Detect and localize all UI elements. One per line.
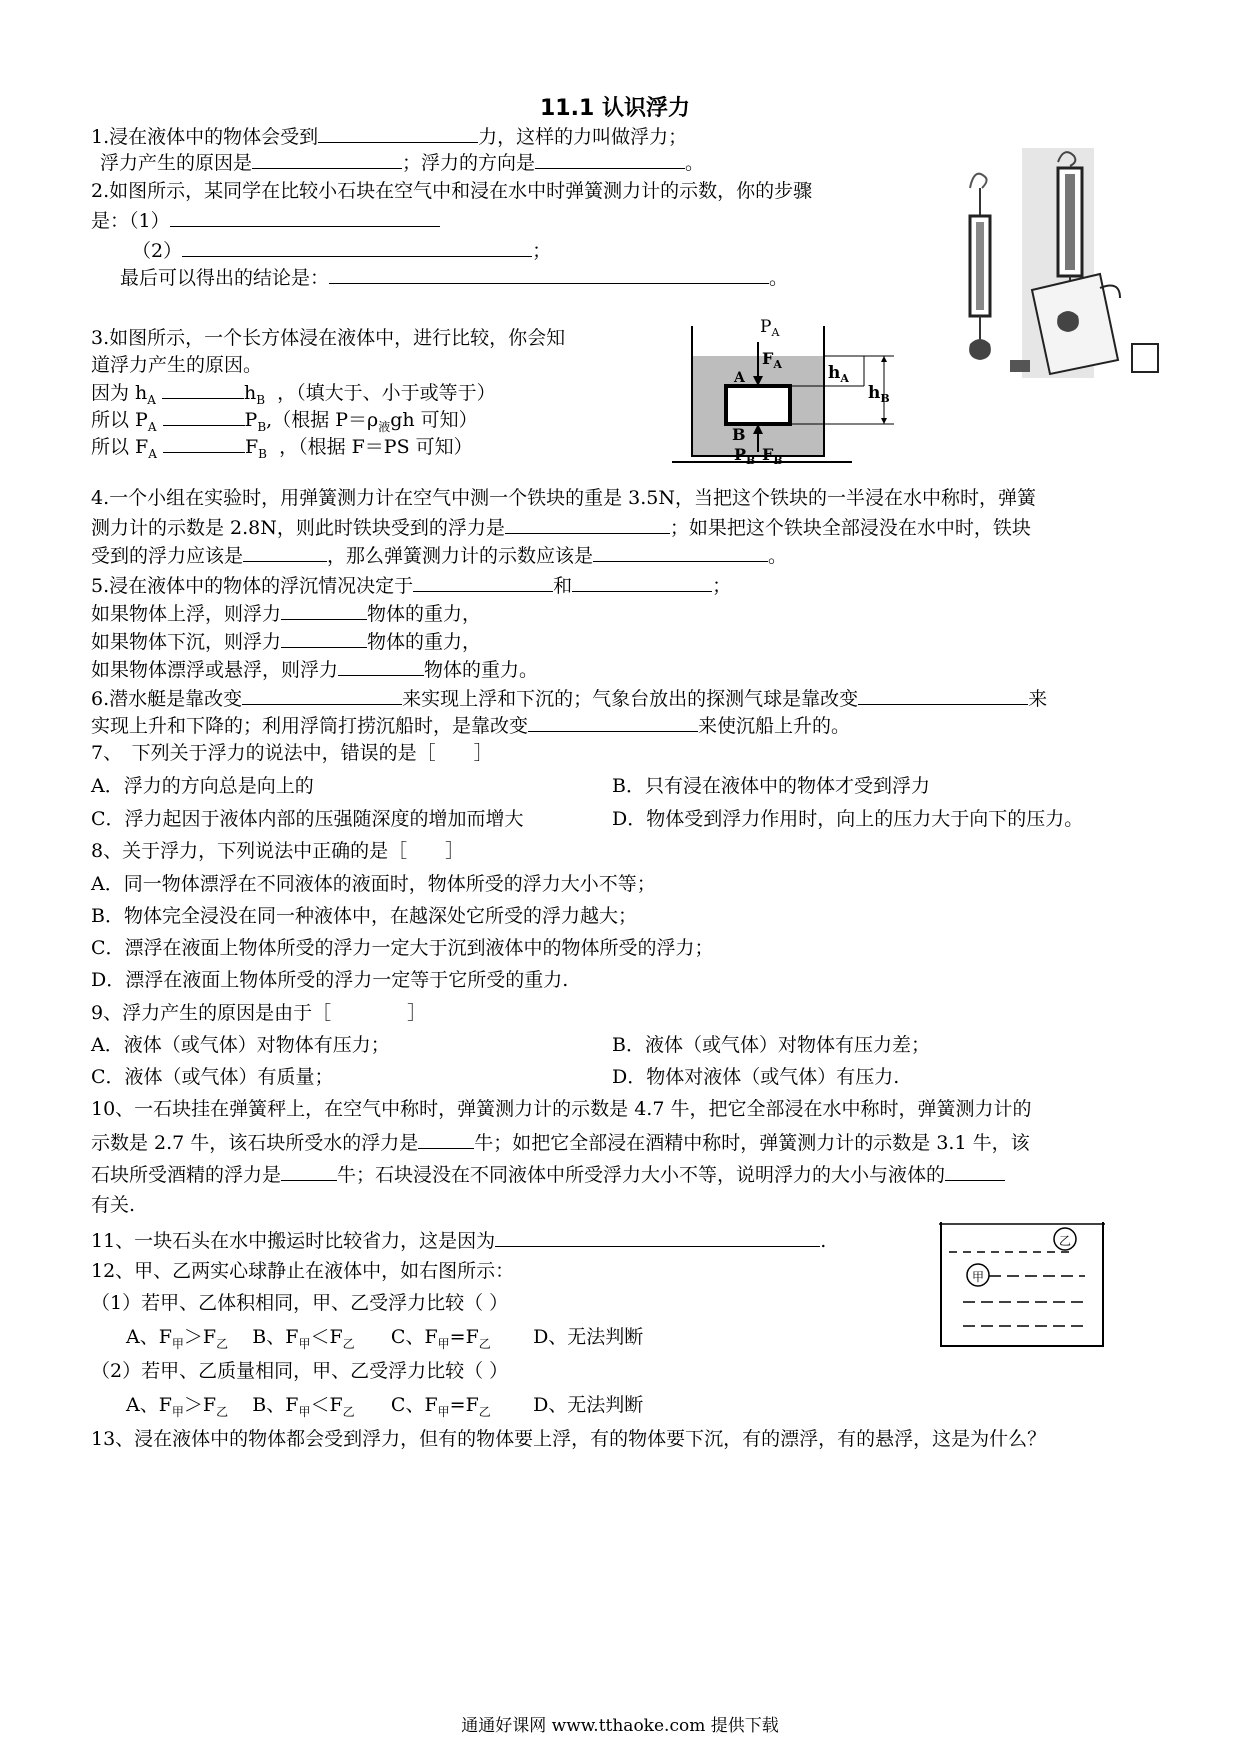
cuboid — [726, 386, 790, 424]
answer-blank[interactable] — [418, 1130, 474, 1149]
q3-line2: 道浮力产生的原因。 — [91, 354, 263, 376]
q3-text: F — [244, 436, 259, 458]
q3-text: ，（根据 F＝PS 可知） — [279, 436, 473, 458]
q5-text: 物体的重力。 — [424, 659, 539, 681]
answer-blank[interactable] — [281, 629, 367, 648]
q12-stem: 12、甲、乙两实心球静止在液体中，如右图所示： — [91, 1260, 515, 1282]
q3-sub: 液 — [378, 419, 391, 434]
answer-blank[interactable] — [281, 601, 367, 620]
q7-option-c[interactable]: C．浮力起因于液体内部的压强随深度的增加而增大 — [91, 808, 524, 830]
q1-line2 — [100, 150, 704, 174]
answer-blank[interactable] — [528, 713, 698, 732]
q3-text: P — [244, 409, 258, 431]
q3-text: gh 可知） — [390, 409, 478, 431]
label-pa: $P_A$ — [760, 317, 780, 339]
q6-text: 来 — [1028, 688, 1048, 710]
q9-option-d[interactable]: D．物体对液体（或气体）有压力. — [612, 1066, 900, 1088]
page-title: 11.1 认识浮力 — [540, 96, 690, 121]
q10-text: 石块所受酒精的浮力是 — [91, 1164, 282, 1186]
q3-sub: A — [147, 419, 157, 434]
q12-1-option-b[interactable]: B、$F_甲<F_乙$ — [252, 1326, 355, 1351]
answer-blank[interactable] — [242, 686, 402, 705]
buoyancy-diagram — [662, 312, 912, 474]
q3-sub: B — [257, 419, 267, 434]
q6-line2 — [91, 713, 850, 737]
q1-text: 浮力产生的原因是 — [100, 152, 253, 174]
q1-text: 力，这样的力叫做浮力； — [478, 126, 688, 148]
spring-scale-figure — [940, 148, 1240, 378]
q11-line — [91, 1228, 826, 1252]
q2-text: （2） — [132, 240, 183, 262]
q3-text: 所以 F — [91, 436, 149, 458]
answer-blank[interactable] — [182, 238, 532, 257]
q5-text: 如果物体下沉，则浮力 — [91, 631, 282, 653]
q5-text: ； — [712, 575, 732, 597]
q2-text: ； — [532, 240, 552, 262]
q4-line2 — [91, 515, 1031, 539]
q3-line5 — [91, 434, 473, 465]
q6-text: 来使沉船上升的。 — [698, 715, 851, 737]
q11-text: 11、一块石头在水中搬运时比较省力，这是因为 — [91, 1230, 496, 1252]
q8-option-a[interactable]: A．同一物体漂浮在不同液体的液面时，物体所受的浮力大小不等； — [91, 873, 656, 895]
q5-text: 物体的重力， — [367, 603, 482, 625]
q3-text: ，（填大于、小于或等于） — [277, 382, 496, 404]
q2-text: 最后可以得出的结论是： — [120, 267, 330, 289]
q7-stem: 7、 下列关于浮力的说法中，错误的是［ ］ — [91, 742, 493, 764]
q5-line4 — [91, 657, 538, 681]
answer-blank[interactable] — [945, 1162, 1005, 1181]
answer-blank[interactable] — [593, 543, 768, 562]
q12-2-option-a[interactable]: A、$F_甲>F_乙$ — [126, 1394, 229, 1419]
answer-blank[interactable] — [329, 265, 769, 284]
label-ha: $h_A$ — [828, 363, 849, 385]
answer-blank[interactable] — [858, 686, 1028, 705]
q6-line1 — [91, 686, 1047, 710]
q1-text: 1.浸在液体中的物体会受到 — [91, 126, 319, 148]
q3-text: ,（根据 P＝ρ — [266, 409, 379, 431]
q7-option-d[interactable]: D．物体受到浮力作用时，向上的压力大于向下的压力。 — [612, 808, 1084, 830]
q5-line1 — [91, 573, 731, 597]
q10-text: 牛；如把它全部浸在酒精中称时，弹簧测力计的示数是 3.1 牛，该 — [474, 1132, 1030, 1154]
q1-line1 — [91, 124, 687, 148]
q5-text: 物体的重力， — [367, 631, 482, 653]
q4-text: ，那么弹簧测力计的示数应该是 — [327, 545, 594, 567]
answer-blank[interactable] — [505, 515, 670, 534]
q12-sub2: （2）若甲、乙质量相同，甲、乙受浮力比较（ ） — [91, 1360, 509, 1382]
q5-text: 如果物体漂浮或悬浮，则浮力 — [91, 659, 339, 681]
q3-sub: B — [258, 446, 267, 461]
page-footer: 通通好课网 www.tthaoke.com 提供下载 — [461, 1716, 779, 1736]
q9-option-c[interactable]: C．液体（或气体）有质量； — [91, 1066, 334, 1088]
q2-line1: 2.如图所示，某同学在比较小石块在空气中和浸在水中时弹簧测力计的示数，你的步骤 — [91, 180, 813, 202]
q8-option-b[interactable]: B．物体完全浸没在同一种液体中，在越深处它所受的浮力越大； — [91, 905, 637, 927]
q3-text: h — [244, 382, 257, 404]
answer-blank[interactable] — [243, 543, 327, 562]
two-balls-figure — [935, 1222, 1115, 1352]
label-pb: $P_B$ — [734, 445, 756, 467]
q1-text: ；浮力的方向是 — [402, 152, 536, 174]
q5-line3 — [91, 629, 481, 653]
answer-blank[interactable] — [163, 434, 245, 453]
q3-sub: A — [147, 392, 156, 407]
answer-blank[interactable] — [252, 150, 402, 169]
q10-line3 — [91, 1162, 1005, 1186]
q12-sub1-options — [126, 1326, 643, 1355]
q5-text: 5.浸在液体中的物体的浮沉情况决定于 — [91, 575, 414, 597]
answer-blank[interactable] — [318, 124, 478, 143]
answer-blank[interactable] — [413, 573, 553, 592]
q3-sub: B — [256, 392, 266, 407]
q4-text: 。 — [768, 545, 788, 567]
label-fb: $F_B$ — [762, 445, 783, 467]
container — [941, 1222, 1103, 1346]
q10-line1: 10、一石块挂在弹簧秤上，在空气中称时，弹簧测力计的示数是 4.7 牛，把它全部浸在水中称时，弹簧测力计的 — [91, 1098, 1032, 1120]
q6-text: 来实现上浮和下沉的；气象台放出的探测气球是靠改变 — [402, 688, 859, 710]
q4-text: ；如果把这个铁块全部浸没在水中时，铁块 — [669, 517, 1031, 539]
answer-blank[interactable] — [163, 407, 245, 426]
q5-text: 和 — [553, 575, 573, 597]
q10-line2 — [91, 1130, 1030, 1154]
q11-text: . — [820, 1230, 827, 1252]
q4-text: 受到的浮力应该是 — [91, 545, 244, 567]
q12-1-option-c[interactable]: C、$F_甲=F_乙$ — [390, 1326, 491, 1351]
q4-line1: 4.一个小组在实验时，用弹簧测力计在空气中测一个铁块的重是 3.5N，当把这个铁块的一半浸在水中称时，弹簧 — [91, 487, 1037, 509]
answer-blank[interactable] — [162, 380, 244, 399]
q10-line4: 有关. — [91, 1194, 136, 1216]
q8-option-c[interactable]: C．漂浮在液面上物体所受的浮力一定大于沉到液体中的物体所受的浮力； — [91, 937, 714, 959]
q9-stem: 9、浮力产生的原因是由于［ ］ — [91, 1002, 427, 1024]
q10-text: 示数是 2.7 牛，该石块所受水的浮力是 — [91, 1132, 419, 1154]
q3-sub: A — [148, 446, 157, 461]
q9-option-b[interactable]: B．液体（或气体）对物体有压力差； — [612, 1034, 930, 1056]
q3-line1: 3.如图所示，一个长方体浸在液体中，进行比较，你会知 — [91, 327, 566, 349]
q6-text: 实现上升和下降的；利用浮筒打捞沉船时，是靠改变 — [91, 715, 529, 737]
q2-line3 — [132, 238, 551, 262]
q8-option-d[interactable]: D．漂浮在液面上物体所受的浮力一定等于它所受的重力. — [91, 969, 569, 991]
ball-jia-label: 甲 — [972, 1270, 985, 1284]
q12-2-option-d[interactable]: D、无法判断 — [533, 1394, 644, 1416]
q2-text: 。 — [769, 267, 789, 289]
q13-line: 13、浸在液体中的物体都会受到浮力，但有的物体要上浮，有的物体要下沉，有的漂浮，有的悬浮，这是为什么？ — [91, 1428, 1047, 1450]
label-b: B — [732, 425, 746, 444]
q3-text: 因为 h — [91, 382, 148, 404]
answer-blank[interactable] — [338, 657, 424, 676]
answer-blank[interactable] — [535, 150, 685, 169]
q1-text: 。 — [685, 152, 705, 174]
answer-blank[interactable] — [170, 208, 440, 227]
q4-text: 测力计的示数是 2.8N，则此时铁块受到的浮力是 — [91, 517, 505, 539]
q7-option-b[interactable]: B．只有浸在液体中的物体才受到浮力 — [612, 775, 930, 797]
q2-text: 是：（1） — [91, 210, 170, 232]
q2-line4 — [120, 265, 788, 289]
q12-2-option-c[interactable]: C、$F_甲=F_乙$ — [390, 1394, 491, 1419]
q5-text: 如果物体上浮，则浮力 — [91, 603, 282, 625]
q10-text: 牛；石块浸没在不同液体中所受浮力大小不等，说明浮力的大小与液体的 — [337, 1164, 946, 1186]
q2-line2 — [91, 208, 440, 232]
answer-blank[interactable] — [572, 573, 712, 592]
q6-text: 6.潜水艇是靠改变 — [91, 688, 243, 710]
spring-scale-in-air — [969, 174, 991, 360]
q12-sub2-options — [126, 1394, 643, 1423]
label-a: A — [734, 370, 745, 386]
answer-blank[interactable] — [281, 1162, 337, 1181]
q12-sub1: （1）若甲、乙体积相同，甲、乙受浮力比较（ ） — [91, 1292, 509, 1314]
q12-1-option-d[interactable]: D、无法判断 — [533, 1326, 644, 1348]
q7-option-a[interactable]: A．浮力的方向总是向上的 — [91, 775, 314, 797]
q8-stem: 8、关于浮力，下列说法中正确的是［ ］ — [91, 840, 465, 862]
q12-2-option-b[interactable]: B、$F_甲<F_乙$ — [252, 1394, 355, 1419]
q3-text: 所以 P — [91, 409, 148, 431]
q5-line2 — [91, 601, 481, 625]
label-hb: $h_B$ — [868, 383, 890, 405]
q9-option-a[interactable]: A．液体（或气体）对物体有压力； — [91, 1034, 390, 1056]
ball-yi-label: 乙 — [1059, 1234, 1072, 1248]
q4-line3 — [91, 543, 787, 567]
answer-blank[interactable] — [495, 1228, 820, 1247]
q12-1-option-a[interactable]: A、$F_甲>F_乙$ — [126, 1326, 229, 1351]
label-fa: $F_A$ — [762, 349, 782, 371]
